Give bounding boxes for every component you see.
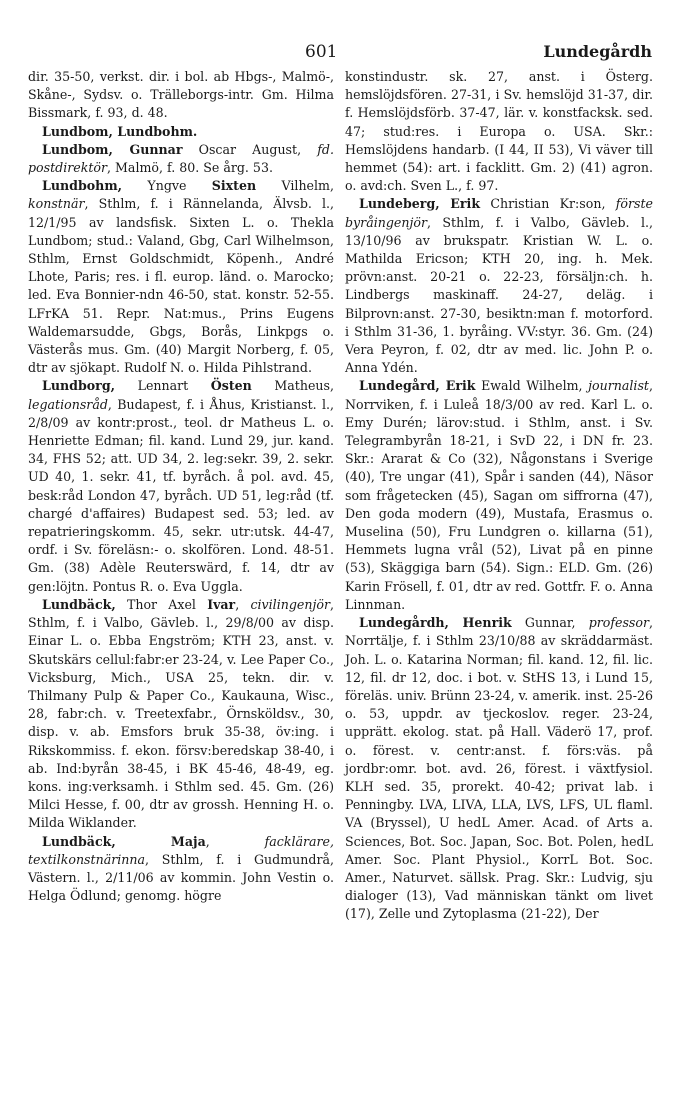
left-column bbox=[28, 68, 334, 905]
entry-lundback-maja bbox=[28, 833, 334, 906]
entry-title: fd. postdirektör bbox=[28, 141, 334, 176]
entry-title: facklärare, textilkonstnärinna bbox=[28, 833, 334, 867]
entry-title: professor bbox=[588, 615, 649, 631]
entry-text: , Sthlm, f. i Gudmundrå, Västern. l., 2/11/06 av kommin. John Vestin o. Helga Ödlund; genomg. högre bbox=[28, 851, 334, 904]
entry-lundegardh-henrik bbox=[345, 614, 653, 923]
entry-headword: Lundbom, Lundbohm. bbox=[42, 123, 198, 139]
entry-text: , bbox=[235, 596, 251, 612]
entry-text: Matheus, bbox=[251, 378, 334, 394]
entry-cont bbox=[28, 68, 334, 123]
entry-lundborg-osten bbox=[28, 377, 334, 595]
entry-lundegard-erik bbox=[345, 377, 653, 614]
entry-headword: Lundbohm, bbox=[42, 178, 123, 194]
entry-text: , Norrtälje, f. i Sthlm 23/10/88 av skräddarmäst. Joh. L. o. Katarina Norman; fil. kand. 12, fil. lic. 12, fil. dr 12, doc. i bot. v. StHS 13, i Lund 15, föreläs. univ. Brünn 23-24, v. amerik. inst. 25-26 o. 53, uppdr. av tjeckoslov. reger. 23-24, upprätt. ekolog. stat. på Hall. Väderö 17, prof. o. förest. v. centr:anst. f. förs:väs. på jordbr:omr. bot. avd. 26, förest. i växtfysiol. KLH sed. 35, prorekt. 40-42; privat lab. i Penningby. LVA, LIVA, LLA, LVS, LFS, UL flaml. VA (Bryssel), U hedL Amer. Acad. of Arts a. Sciences, Bot. Soc. Japan, Soc. Bot. Polen, hedL Amer. Soc. Plant Physiol., KorrL Bot. Soc. Amer., Naturvet. sällsk. Prag. Skr.: Ludvig, sju dialoger (13), Vad människan tänkt om livet (17), Zelle und Zytoplasma (21-22), Der bbox=[345, 615, 654, 922]
entry-text: Yngve bbox=[122, 178, 212, 194]
entry-lundbohm-sixten bbox=[28, 177, 334, 377]
entry-text: , Norrviken, f. i Luleå 18/3/00 av red. Karl L. o. Emy Durén; lärov:stud. i Sthlm, anst. i Sv. Telegrambyrån 18-21, i SvD 22, i DN fr. 23. Skr.: Ararat & Co (32), Någonstans i Sverige (40), Tre ungar (41), Spår i sanden (44), Näsor som frågetecken (45), Sagan om siffrorna (47), Den goda modern (49), Mustafa, Erasmus o. Muselina (50), Fru Lundgren o. killarna (51), Hemmets lugna vrål (52), Livat på en pinne (53), Skäggiga barn (54). Sign.: ELD. Gm. (26) Karin Frösell, f. 01, dtr av red. Gottfr. F. o. Anna Linnman. bbox=[345, 378, 653, 612]
entry-lundback-ivar bbox=[28, 596, 334, 833]
page-header bbox=[0, 42, 680, 66]
entry-lundbom-gunnar bbox=[28, 141, 334, 177]
entry-lundeberg-erik bbox=[345, 195, 653, 377]
entry-headword: Lundbom, Gunnar bbox=[42, 141, 183, 157]
entry-text: , Sthlm, f. i Valbo, Gävleb. l., 13/10/96 av brukspatr. Kristian W. L. o. Mathilda Ericson; KTH 20, ing. h. Mek. prövn:anst. 20-21 o. 22-23, försäljn:ch. h. Lindbergs maskinaff. 24-27, deläg. i Bilprovn:anst. 27-30, besiktn:man f. motorford. i Sthlm 31-36, 1. byråing. VV:styr. 36. Gm. (24) Vera Peyron, f. 02, dtr av med. lic. John P. o. Anna Ydén. bbox=[345, 214, 653, 376]
entry-text: Ewald Wilhelm, bbox=[475, 378, 589, 394]
entry-headword: Lundegårdh, Henrik bbox=[359, 615, 512, 631]
page-number: 601 bbox=[305, 42, 338, 62]
entry-title: förste byråingenjör bbox=[345, 196, 653, 230]
entry-text: konstindustr. sk. 27, anst. i Österg. hemslöjdsfören. 27-31, i Sv. hemslöjd 31-37, dir. f. Hemslöjdsförb. 37-47, lär. v. konstfacksk. sed. 47; stud:res. i Europa o. USA. Skr.: Hemslöjdens handarb. (I 44, II 53), Vi väver till hemmet (54): art. i facklitt. Gm. 2) (41) agron. o. avd:ch. Sven L., f. 97. bbox=[345, 69, 653, 194]
running-head: Lundegårdh bbox=[543, 42, 652, 61]
entry-text: Gunnar, bbox=[511, 615, 589, 631]
entry-text: , Sthlm, f. i Valbo, Gävleb. l., 29/8/00 av disp. Einar L. o. Ebba Engström; KTH 23, anst. v. Skutskärs cellul:fabr:er 23-24, v. Lee Paper Co., Vicksburg, Mich., USA 25, tekn. dir. v. Thilmany Pulp & Paper Co., Kaukauna, Wisc., 28, fabr:ch. v. Treetexfabr., Örnsköldsv., 30, disp. v. ab. Emsfors bruk 35-38, öv:ing. i Rikskommiss. f. ekon. försv:beredskap 38-40, i ab. Ind:byrån 38-45, i BK 45-46, 48-49, eg. kons. ing:verksamh. i Sthlm sed. 45. Gm. (26) Milci Hesse, f. 00, dtr av grossh. Henning H. o. Milda Wiklander. bbox=[28, 596, 334, 831]
entry-headword: Lundbäck, Maja bbox=[42, 833, 206, 849]
entry-title: journalist bbox=[588, 378, 649, 394]
entry-text: , bbox=[205, 833, 265, 849]
entry-text: Thor Axel bbox=[115, 596, 208, 612]
entry-text: dir. 35-50, verkst. dir. i bol. ab Hbgs-, Malmö-, Skåne-, Sydsv. o. Trälleborgs-intr. Gm. Hilma Bissmark, f. 93, d. 48. bbox=[28, 69, 334, 121]
entry-headword: Sixten bbox=[211, 178, 257, 194]
entry-title: civilingenjör bbox=[250, 596, 330, 612]
entry-text: Oscar August, bbox=[182, 141, 318, 157]
entry-title: konstnär bbox=[28, 196, 85, 212]
entry-headword: Östen bbox=[210, 378, 252, 394]
entry-headword: Lundborg, bbox=[42, 378, 116, 394]
entry-text: Christian Kr:son, bbox=[480, 196, 616, 212]
entry-text: , Sthlm, f. i Rännelanda, Älvsb. l., 12/1/95 av landsfisk. Sixten L. o. Thekla Lundbom; stud.: Valand, Gbg, Carl Wilhelmson, Sthlm, Ernst Goldschmidt, Köpenh., André Lhote, Paris; res. i fl. europ. länd. o. Marocko; led. Eva Bonnier-ndn 46-50, stat. konstr. 52-55. LFrKA 51. Repr. Nat:mus., Prins Eugens Waldemarsudde, Gbgs, Borås, Linkpgs o. Västerås mus. Gm. (40) Margit Norberg, f. 05, dtr av sjökapt. Rudolf N. o. Hilda Pihlstrand. bbox=[28, 196, 334, 376]
entry-lundbom-xref bbox=[28, 123, 334, 141]
entry-headword: Ivar bbox=[207, 596, 236, 612]
right-column bbox=[345, 68, 653, 924]
entry-text: , Malmö, f. 80. Se årg. 53. bbox=[107, 160, 273, 176]
entry-headword: Lundbäck, bbox=[42, 596, 116, 612]
entry-headword: Lundegård, Erik bbox=[359, 378, 476, 394]
entry-text: Vilhelm, bbox=[256, 178, 334, 194]
entry-cont-r bbox=[345, 68, 653, 195]
entry-text: Lennart bbox=[115, 378, 211, 394]
entry-text: , Budapest, f. i Åhus, Kristianst. l., 2/8/09 av kontr:prost., teol. dr Matheus L. o. Henriette Edman; fil. kand. Lund 29, jur. kand. 34, FHS 52; att. UD 34, 2. leg:sekr. 39, 2. sekr. UD 40, 1. sekr. 41, tf. byråch. å pol. avd. 45, besk:råd London 47, byråch. UD 51, leg:råd (tf. chargé d'affaires) Budapest sed. 53; led. av repatrieringskomm. 45, sekr. utr:utsk. 44-47, ordf. i Sv. föreläsn:- o. skolfören. Lond. 48-51. Gm. (38) Adèle Reuterswärd, f. 14, dtr av gen:löjtn. Pontus R. o. Eva Uggla. bbox=[28, 396, 334, 594]
entry-headword: Lundeberg, Erik bbox=[359, 196, 481, 212]
entry-title: legationsråd bbox=[28, 396, 108, 412]
